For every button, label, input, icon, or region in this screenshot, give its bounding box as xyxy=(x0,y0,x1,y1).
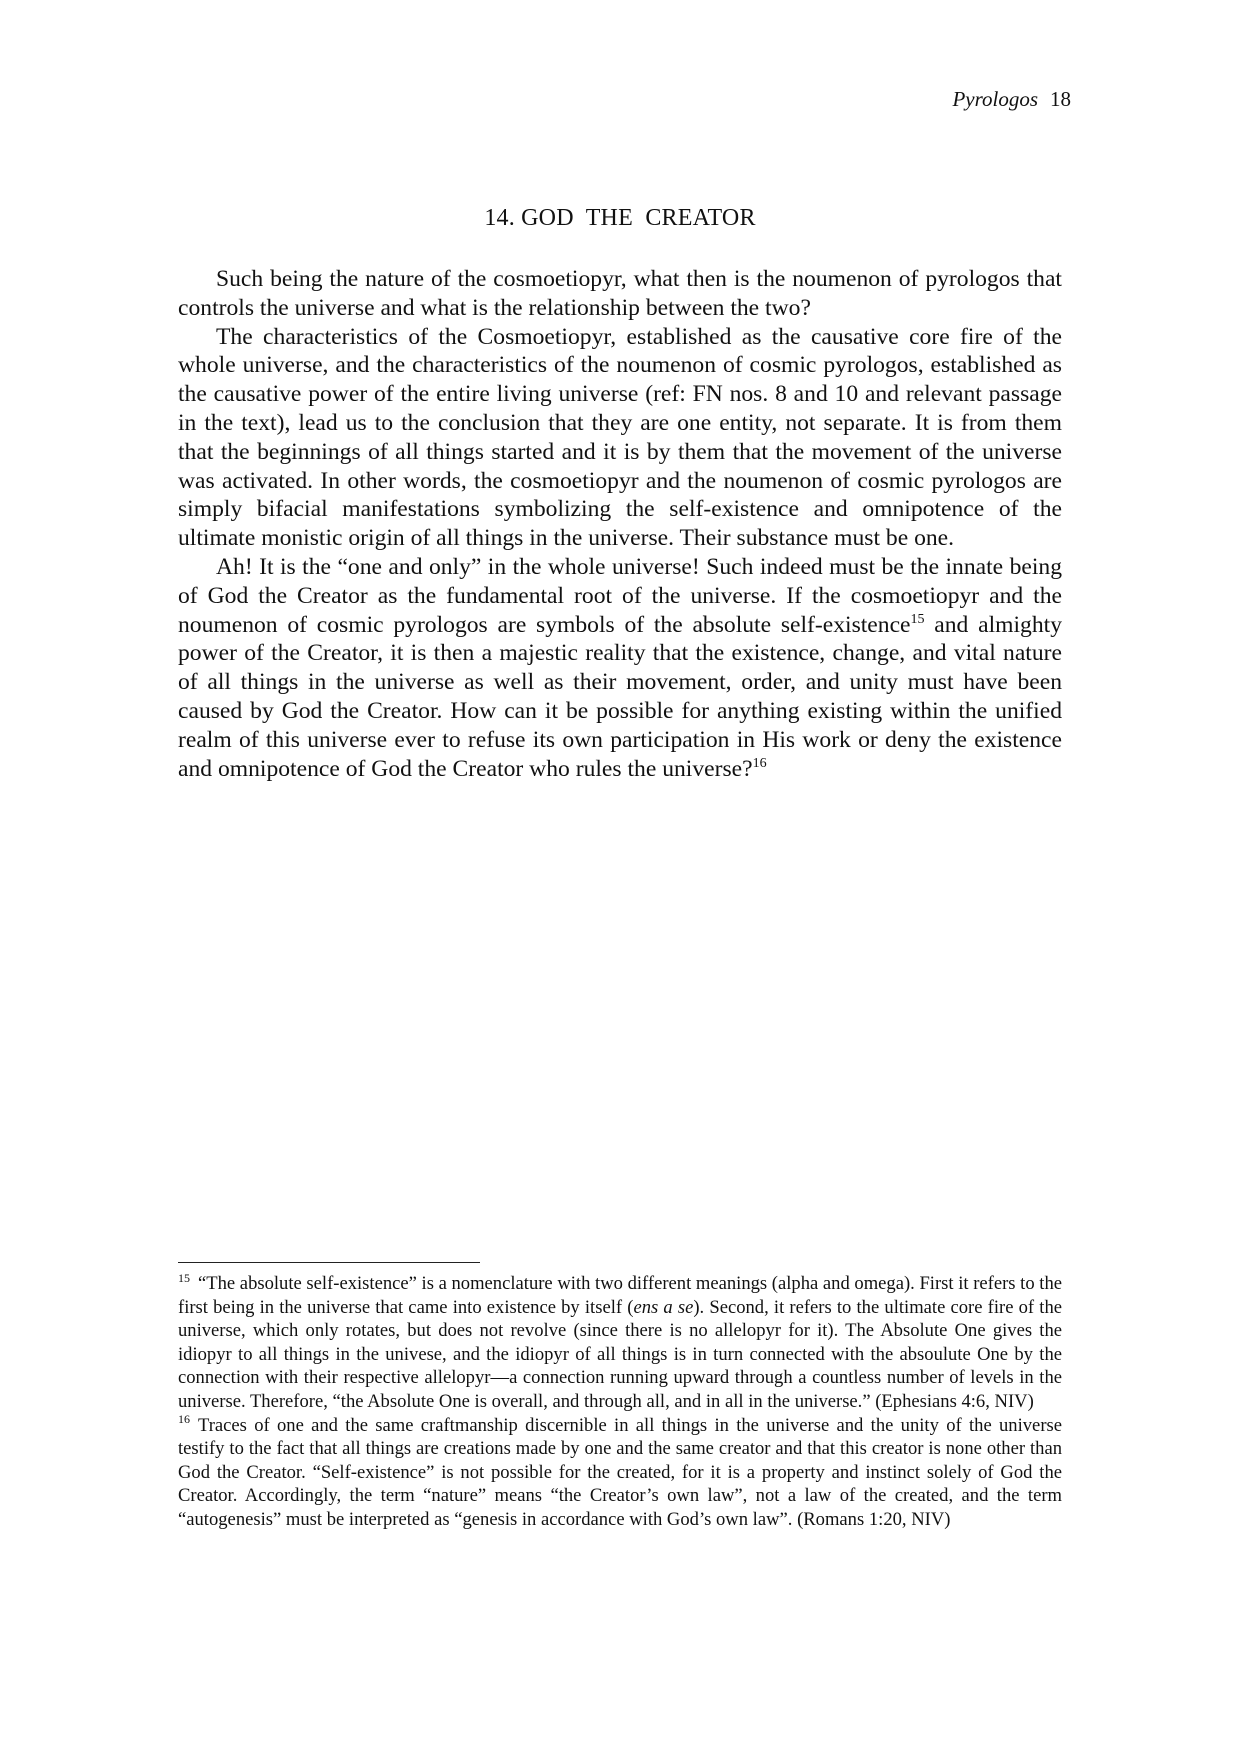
paragraph-3 xyxy=(178,553,1062,783)
footnote-16-number: 16 xyxy=(178,1412,190,1427)
running-header xyxy=(952,86,1071,112)
body-text xyxy=(178,265,1062,783)
paragraph-3-part-1: Ah! It is the “one and only” in the whole universe! Such indeed must be the innate being of God the Creator as the fundamental root of the universe. If the cosmoetiopyr and the noumenon of cosmic pyrologos are symbols of the absolute self-existence xyxy=(178,553,1062,638)
footnote-16-text: Traces of one and the same craftmanship discernible in all things in the universe and the unity of the universe testify to the fact that all things are creations made by one and the same creator and that this creator is none other than God the Creator. “Self-existence” is not possible for the created, for it is a property and instinct solely of God the Creator. Accordingly, the term “nature” means “the Creator’s own law”, not a law of the created, and the term “autogenesis” must be interpreted as “genesis in accordance with God’s own law”. (Romans 1:20, NIV) xyxy=(178,1414,1062,1530)
paragraph-1: Such being the nature of the cosmoetiopyr, what then is the noumenon of pyrologos that controls the universe and what is the relationship between the two? xyxy=(178,266,1062,321)
footnote-15-text-b: ). Second, it refers to the ultimate core fire of the universe, which only rotates, but does not revolve (since there is no allelopyr for it). The Absolute One gives the idiopyr to all things in the univese, and the idiopyr of all things is in turn connected with the absoulute One by the connection with their respective allelopyr—a connection running upward through a countless number of levels in the universe. Therefore, “the Absolute One is overall, and through all, and in all in the universe.” (Ephesians 4:6, NIV) xyxy=(178,1296,1062,1412)
footnote-15-text-a: “The absolute self-existence” is a nomenclature with two different meanings (alpha and omega). First it refers to the first being in the universe that came into existence by itself ( xyxy=(178,1273,1062,1318)
running-title: Pyrologos xyxy=(952,87,1038,111)
footnote-15-number: 15 xyxy=(178,1270,190,1285)
footnote-ref-15: 15 xyxy=(910,611,925,627)
footnote-divider xyxy=(178,1262,480,1263)
footnote-16 xyxy=(178,1414,1062,1532)
chapter-title: 14. GOD THE CREATOR xyxy=(484,205,756,231)
footnotes xyxy=(178,1272,1062,1532)
footnote-15 xyxy=(178,1272,1062,1414)
paragraph-3-part-2: and almighty power of the Creator, it is then a majestic reality that the existence, change, and vital nature of all things in the universe as well as their movement, order, and unity must have been caused by God the Creator. How can it be possible for anything existing within the unified realm of this universe ever to refuse its own participation in His work or deny the existence and omnipotence of God the Creator who rules the universe? xyxy=(178,611,1062,782)
footnote-ref-16: 16 xyxy=(752,755,767,771)
paragraph-2: The characteristics of the Cosmoetiopyr, established as the causative core fire of the whole universe, and the characteristics of the noumenon of cosmic pyrologos, established as the causative power of the entire living universe (ref: FN nos. 8 and 10 and relevant passage in the text), lead us to the conclusion that they are one entity, not separate. It is from them that the beginnings of all things started and it is by them that the movement of the universe was activated. In other words, the cosmoetiopyr and the noumenon of cosmic pyrologos are simply bifacial manifestations symbolizing the self-existence and omnipotence of the ultimate monistic origin of all things in the universe. Their substance must be one. xyxy=(178,323,1062,552)
footnote-15-italic: ens a se xyxy=(633,1296,694,1318)
page-number: 18 xyxy=(1050,87,1071,111)
